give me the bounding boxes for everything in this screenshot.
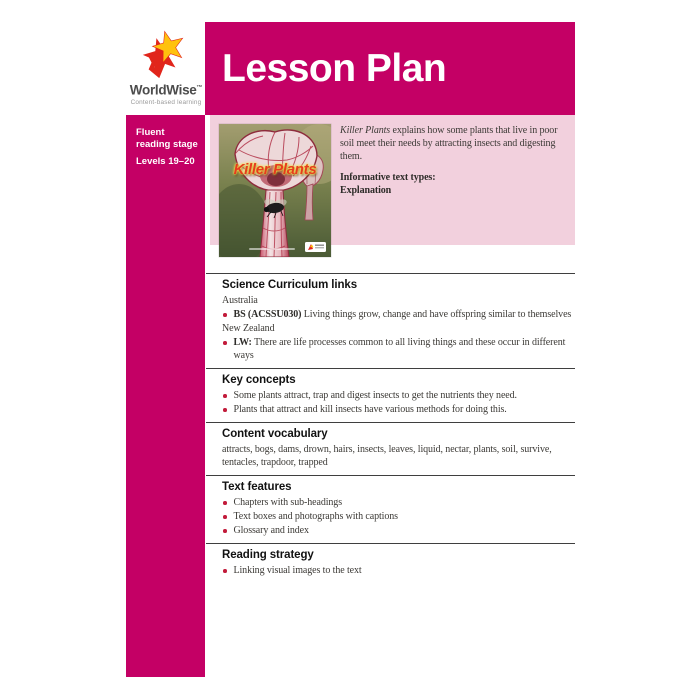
bullet-icon — [223, 408, 227, 412]
worldwise-star-icon — [137, 26, 195, 80]
book-cover — [219, 124, 331, 257]
book-cover-art — [219, 124, 331, 257]
section-heading: Text features — [222, 481, 292, 493]
trademark-symbol: ™ — [196, 85, 203, 91]
text-types-value: Explanation — [340, 185, 392, 196]
section-reading-strategy — [206, 543, 575, 583]
reading-levels: Levels 19–20 — [136, 156, 195, 167]
bullet-icon — [223, 501, 227, 505]
text-feature-item: Glossary and index — [222, 524, 575, 537]
section-content-vocabulary — [206, 422, 575, 475]
lesson-sections — [206, 273, 575, 583]
reading-stage-panel — [126, 115, 205, 677]
brand-name: WorldWise™ — [129, 82, 203, 98]
text-feature-item: Text boxes and photographs with captions — [222, 510, 575, 523]
header-bar — [205, 22, 575, 115]
bullet-icon — [223, 569, 227, 573]
section-science-curriculum-links — [206, 273, 575, 368]
curriculum-item: LW: There are life processes common to all living things and these occur in different ways — [222, 336, 575, 362]
section-heading: Content vocabulary — [222, 428, 328, 440]
bullet-icon — [223, 515, 227, 519]
text-feature-item: Chapters with sub-headings — [222, 496, 575, 509]
country-label: New Zealand — [222, 323, 275, 334]
reading-stage-line2: reading stage — [136, 139, 198, 150]
book-cover-title: Killer Plants — [233, 161, 317, 178]
bullet-icon — [223, 341, 227, 345]
bullet-icon — [223, 394, 227, 398]
section-heading: Key concepts — [222, 374, 296, 386]
section-key-concepts — [206, 368, 575, 422]
section-heading: Reading strategy — [222, 549, 314, 561]
page-title: Lesson Plan — [222, 47, 447, 90]
curriculum-item: BS (ACSSU030) Living things grow, change and have offspring similar to themselves — [222, 308, 575, 321]
key-concept-item: Some plants attract, trap and digest insects to get the nutrients they need. — [222, 389, 575, 402]
cover-worldwise-badge — [305, 242, 326, 252]
book-description — [340, 124, 570, 197]
vocabulary-list: attracts, bogs, dams, drown, hairs, insects, leaves, liquid, nectar, plants, soil, survive, tentacles, trapdoor, trapped — [222, 444, 552, 468]
bullet-icon — [223, 529, 227, 533]
section-heading: Science Curriculum links — [222, 279, 358, 291]
key-concept-item: Plants that attract and kill insects have various methods for doing this. — [222, 403, 575, 416]
reading-strategy-item: Linking visual images to the text — [222, 564, 575, 577]
reading-stage-line1: Fluent — [136, 127, 165, 138]
bullet-icon — [223, 313, 227, 317]
brand-tagline: Content-based learning — [130, 98, 202, 106]
section-text-features — [206, 475, 575, 543]
book-title-italic: Killer Plants — [340, 125, 391, 136]
text-types-label: Informative text types: — [340, 172, 436, 183]
country-label: Australia — [222, 295, 258, 306]
worldwise-logo — [124, 26, 208, 106]
book-summary: Killer Plants explains how some plants that live in poor soil meet their needs by attracting insects and digesting them. — [340, 125, 558, 162]
